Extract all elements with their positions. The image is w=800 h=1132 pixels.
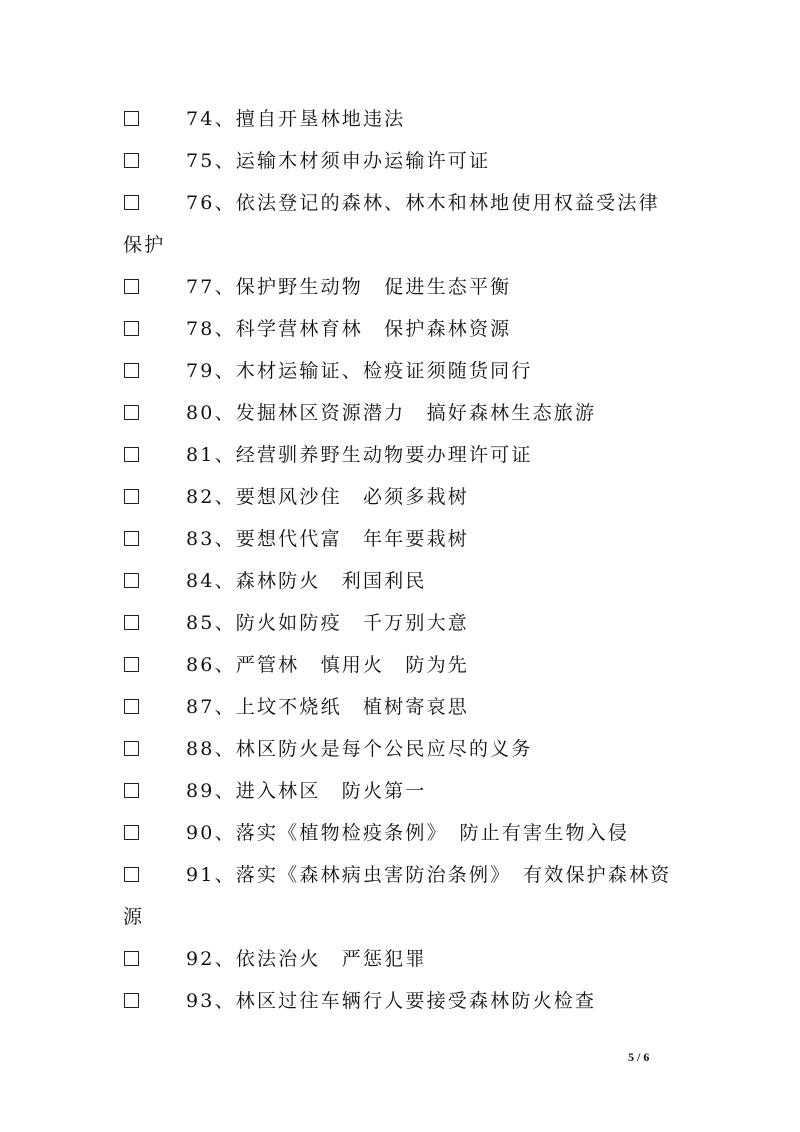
list-item-continuation — [0, 905, 800, 935]
checkbox[interactable] — [124, 783, 139, 798]
list-item-text: 77、保护野生动物 促进生态平衡 — [186, 276, 512, 298]
list-item — [0, 821, 800, 851]
list-item — [0, 485, 800, 515]
checkbox[interactable] — [124, 489, 139, 504]
page-number: 5 / 6 — [628, 1050, 650, 1064]
checkbox[interactable] — [124, 741, 139, 756]
list-item-text: 76、依法登记的森林、林木和林地使用权益受法律 — [186, 192, 660, 214]
list-item-text: 85、防火如防疫 千万别大意 — [186, 612, 469, 634]
list-item — [0, 275, 800, 305]
list-item — [0, 569, 800, 599]
list-item-text: 83、要想代代富 年年要栽树 — [186, 528, 469, 550]
list-item — [0, 401, 800, 431]
list-item-text: 84、森林防火 利国利民 — [186, 570, 427, 592]
list-item — [0, 149, 800, 179]
list-item — [0, 191, 800, 221]
list-item-text: 88、林区防火是每个公民应尽的义务 — [186, 738, 533, 760]
checkbox[interactable] — [124, 363, 139, 378]
checkbox[interactable] — [124, 993, 139, 1008]
list-item — [0, 317, 800, 347]
checkbox[interactable] — [124, 279, 139, 294]
list-item-text: 80、发掘林区资源潜力 搞好森林生态旅游 — [186, 402, 597, 424]
checkbox[interactable] — [124, 111, 139, 126]
list-item-text: 89、进入林区 防火第一 — [186, 780, 427, 802]
checkbox[interactable] — [124, 153, 139, 168]
list-item-text: 93、林区过往车辆行人要接受森林防火检查 — [186, 990, 597, 1012]
list-item — [0, 443, 800, 473]
list-item-text: 87、上坟不烧纸 植树寄哀思 — [186, 696, 469, 718]
checkbox[interactable] — [124, 405, 139, 420]
list-item-text: 78、科学营林育林 保护森林资源 — [186, 318, 512, 340]
list-item-continuation-text: 保护 — [123, 234, 166, 256]
list-item — [0, 947, 800, 977]
checkbox[interactable] — [124, 195, 139, 210]
list-item-text: 90、落实《植物检疫条例》 防止有害生物入侵 — [186, 822, 630, 844]
list-item — [0, 527, 800, 557]
list-item-text: 74、擅自开垦林地违法 — [186, 108, 406, 130]
checkbox[interactable] — [124, 447, 139, 462]
checkbox[interactable] — [124, 321, 139, 336]
list-item — [0, 737, 800, 767]
checkbox[interactable] — [124, 867, 139, 882]
checkbox[interactable] — [124, 699, 139, 714]
list-item-text: 91、落实《森林病虫害防治条例》 有效保护森林资 — [186, 864, 672, 886]
list-item — [0, 359, 800, 389]
list-item-continuation — [0, 233, 800, 263]
list-item-text: 81、经营驯养野生动物要办理许可证 — [186, 444, 533, 466]
checkbox[interactable] — [124, 657, 139, 672]
checkbox[interactable] — [124, 615, 139, 630]
list-item-text: 79、木材运输证、检疫证须随货同行 — [186, 360, 533, 382]
list-item — [0, 989, 800, 1019]
checkbox[interactable] — [124, 951, 139, 966]
list-item-continuation-text: 源 — [123, 906, 145, 928]
checkbox[interactable] — [124, 825, 139, 840]
checkbox[interactable] — [124, 573, 139, 588]
list-item — [0, 695, 800, 725]
list-item — [0, 611, 800, 641]
list-item-text: 92、依法治火 严惩犯罪 — [186, 948, 427, 970]
list-item-text: 75、运输木材须申办运输许可证 — [186, 150, 491, 172]
list-item — [0, 863, 800, 893]
list-item-text: 86、严管林 慎用火 防为先 — [186, 654, 469, 676]
list-item-text: 82、要想风沙住 必须多栽树 — [186, 486, 469, 508]
list-item — [0, 779, 800, 809]
list-item — [0, 107, 800, 137]
checkbox[interactable] — [124, 531, 139, 546]
list-item — [0, 653, 800, 683]
